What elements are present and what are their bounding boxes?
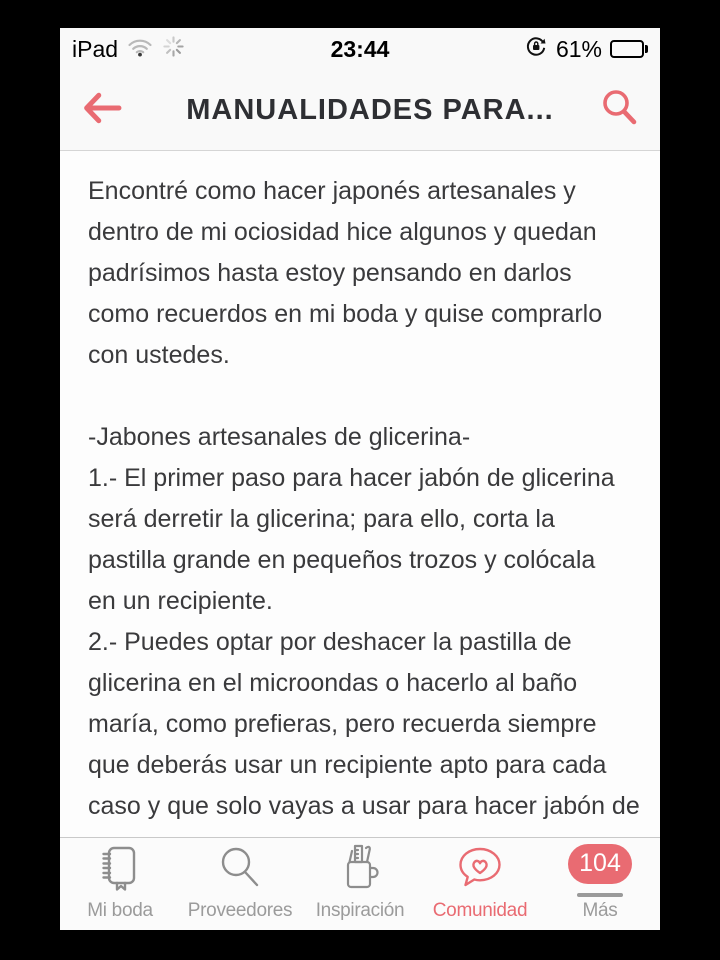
post-text-line: con ustedes. [88, 341, 230, 369]
carrier-label: iPad [72, 35, 119, 62]
menu-line [577, 893, 623, 897]
bottom-tab-bar [60, 837, 660, 930]
post-text-line: como recuerdos en mi boda y quise comprarlo [88, 300, 603, 328]
post-text-line: 1.- El primer paso para hacer jabón de glicerina [88, 464, 615, 492]
clock: 23:44 [330, 35, 390, 62]
post-text-line: padrísimos hasta estoy pensando en darlos [88, 259, 572, 287]
battery-percent-label: 61% [555, 35, 603, 62]
navigation-header [60, 70, 660, 151]
back-arrow-icon [80, 91, 124, 130]
post-text-line: que deberás usar un recipiente apto para cada [88, 751, 607, 779]
tab-label: Comunidad [432, 900, 528, 921]
tab-proveedores[interactable] [180, 838, 300, 930]
battery-icon [610, 40, 648, 58]
back-button[interactable] [80, 91, 128, 130]
tab-label: Proveedores [187, 900, 293, 921]
post-text-line: pastilla grande en pequeños trozos y colócala [88, 546, 596, 574]
wedding-planner-book-icon [95, 843, 145, 898]
search-button[interactable] [598, 88, 640, 133]
app-screen [60, 28, 660, 930]
tab-mi-boda[interactable] [60, 838, 180, 930]
post-text-line: será derretir la glicerina; para ello, corta la [88, 505, 555, 533]
post-text-line: en un recipiente. [88, 587, 273, 615]
wifi-icon [127, 36, 153, 63]
post-text-line: Encontré como hacer japonés artesanales y [88, 177, 576, 205]
tab-label: Mi boda [87, 900, 153, 921]
post-text-line: dentro de mi ociosidad hice algunos y quedan [88, 218, 597, 246]
activity-spinner-icon [162, 35, 185, 64]
tab-label: Inspiración [315, 900, 405, 921]
post-text-line: maría, como prefieras, pero recuerda siempre [88, 710, 597, 738]
post-text-line: 2.- Puedes optar por deshacer la pastilla de [88, 628, 572, 656]
magnifier-icon [215, 843, 265, 898]
forum-post-body [60, 151, 660, 837]
notification-badge: 104 [568, 844, 632, 884]
inspiration-mug-icon [335, 843, 385, 898]
more-menu-icon [568, 844, 632, 897]
post-text-line: caso y que solo vayas a usar para hacer jabón de [88, 792, 640, 820]
page-title: MANUALIDADES PARA... [186, 93, 554, 126]
tab-label: Más [582, 900, 618, 921]
tab-comunidad[interactable] [420, 838, 540, 930]
search-icon [600, 88, 640, 133]
status-bar [60, 28, 660, 70]
post-text-line: glicerina en el microondas o hacerlo al baño [88, 669, 578, 697]
post-blank-line [88, 376, 634, 417]
tab-inspiracion[interactable] [300, 838, 420, 930]
community-chat-heart-icon [455, 844, 505, 897]
tab-mas[interactable] [540, 838, 660, 930]
post-text-line: -Jabones artesanales de glicerina- [88, 423, 471, 451]
orientation-lock-icon [524, 34, 548, 64]
